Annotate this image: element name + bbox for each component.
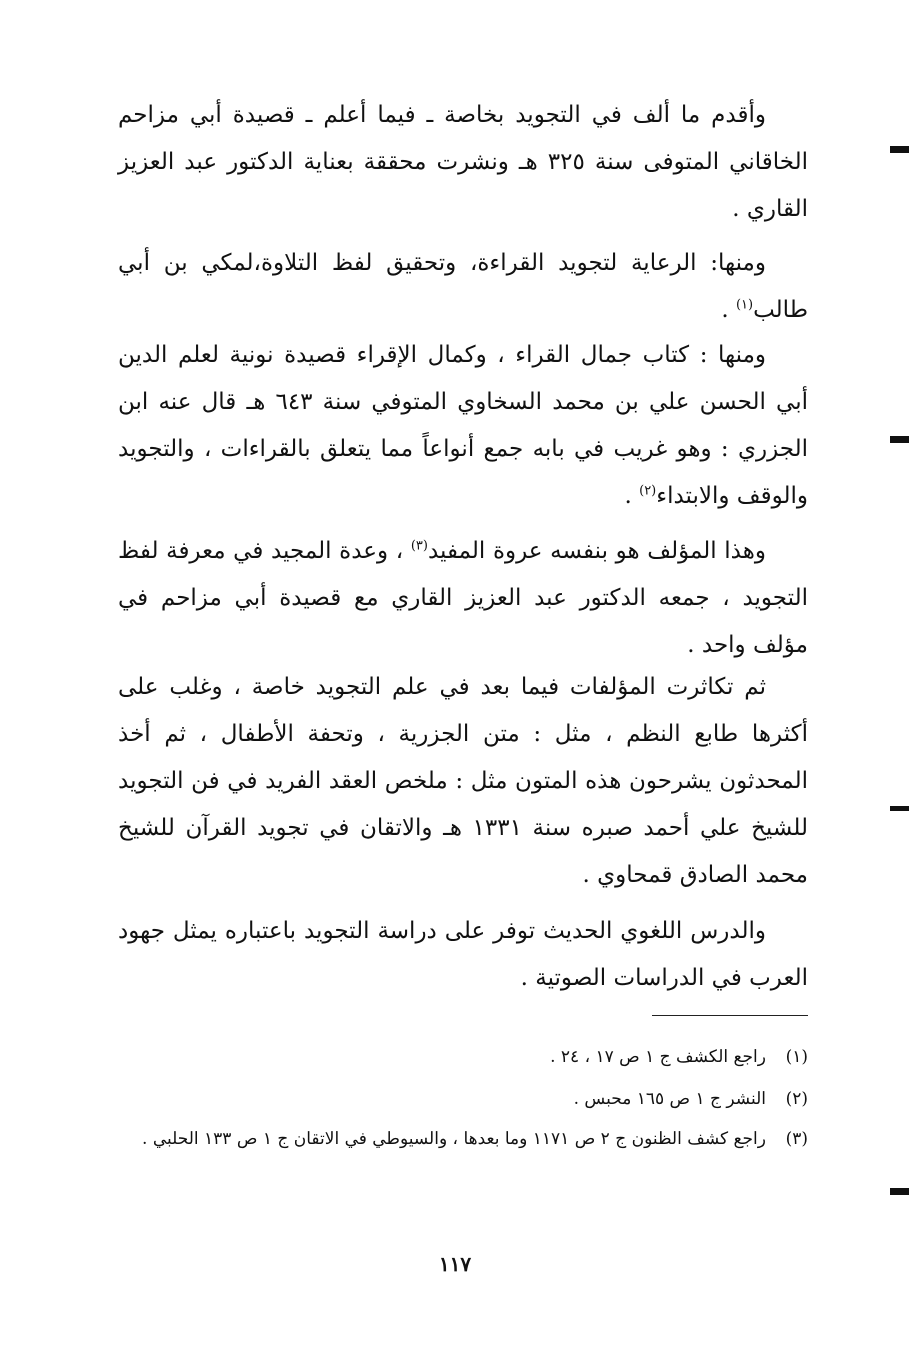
footnote-ref-2: (٢)	[639, 483, 657, 499]
paragraph-6: والدرس اللغوي الحديث توفر على دراسة التجويد باعتباره يمثل جهود العرب في الدراسات الصوتية .	[118, 918, 808, 991]
paragraph-5: ثم تكاثرت المؤلفات فيما بعد في علم التجويد خاصة ، وغلب على أكثرها طابع النظم ، مثل : متن الجزرية ، وتحفة الأطفال ، ثم أخذ المحدثون يشرحون هذه المتون مثل : ملخص العقد الفريد في فن التجويد للشيخ علي أحمد صبره سنة ١٣٣١ هـ والاتقان في تجويد القرآن للشيخ محمد الصادق قمحاوي .	[118, 674, 808, 888]
page-number: ١١٧	[438, 1252, 472, 1276]
scan-edge-mark	[890, 436, 909, 443]
paragraph-4: وهذا المؤلف هو بنفسه عروة المفيد$^{(٣)}$ ، وعدة المجيد في معرفة لفظ التجويد ، جمعه الدكتور عبد العزيز القاري مع قصيدة أبي مزاحم في مؤلف واحد .	[118, 538, 808, 658]
footnote-3: (٣)راجع كشف الظنون ج ٢ ص ١١٧١ وما بعدها ، والسيوطي في الاتقان ج ١ ص ١٣٣ الحلبي .	[142, 1129, 808, 1149]
footnote-ref-3: (٣)	[410, 538, 428, 554]
scan-edge-mark	[890, 806, 909, 811]
footnote-1: (١)راجع الكشف ج ١ ص ١٧ ، ٢٤ .	[550, 1047, 808, 1067]
footnote-divider	[652, 1015, 808, 1016]
paragraph-1: وأقدم ما ألف في التجويد بخاصة ـ فيما أعلم ـ قصيدة أبي مزاحم الخاقاني المتوفى سنة ٣٢٥ هـ ونشرت محققة بعناية الدكتور عبد العزيز القاري .	[118, 102, 808, 222]
scan-edge-mark	[890, 146, 909, 153]
footnote-2: (٢)النشر ج ١ ص ١٦٥ محبس .	[573, 1089, 808, 1109]
paragraph-2: ومنها: الرعاية لتجويد القراءة، وتحقيق لفظ التلاوة،لمكي بن أبي طالب$^{(١)}$ .	[118, 250, 808, 323]
footnote-ref-1: (١)	[735, 297, 754, 313]
scan-edge-mark	[890, 1188, 909, 1195]
paragraph-3: ومنها : كتاب جمال القراء ، وكمال الإقراء قصيدة نونية لعلم الدين أبي الحسن علي بن محمد السخاوي المتوفي سنة ٦٤٣ هـ قال عنه ابن الجزري : وهو غريب في بابه جمع أنواعاً مما يتعلق بالقراءات ، والتجويد والوقف والابتداء$^{(٢)}$ .	[118, 342, 808, 509]
